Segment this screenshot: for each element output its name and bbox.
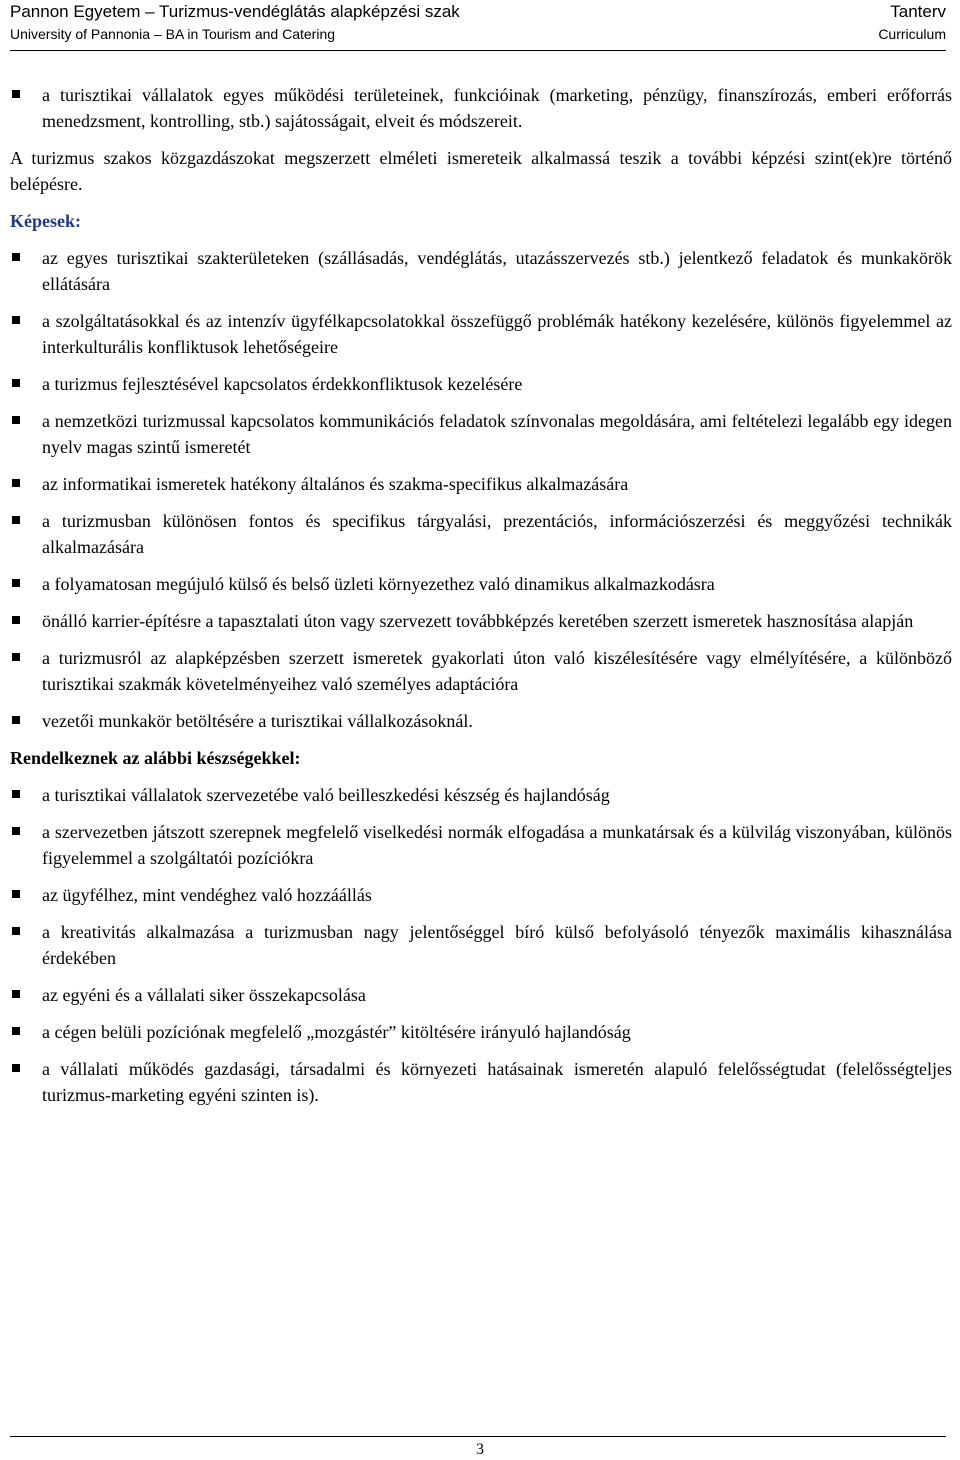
keszsegek-list bbox=[10, 782, 952, 1108]
bullet-square-icon bbox=[12, 827, 20, 835]
list-item: a folyamatosan megújuló külső és belső üzleti környezethez való dinamikus alkalmazkodásra bbox=[10, 571, 952, 597]
list-item: a turizmusban különösen fontos és specifikus tárgyalási, prezentációs, információszerzési és meggyőzési technikák alkalmazására bbox=[10, 508, 952, 560]
list-item: az egyes turisztikai szakterületeken (szállásadás, vendéglátás, utazásszervezés stb.) jelentkező feladatok és munkakörök ellátására bbox=[10, 245, 952, 297]
bullet-square-icon bbox=[12, 316, 20, 324]
page-header bbox=[10, 0, 946, 51]
bullet-square-icon bbox=[12, 890, 20, 898]
list-item: a vállalati működés gazdasági, társadalmi és környezeti hatásainak ismeretén alapuló felelősségtudat (felelősségteljes turizmus-marketing egyéni szinten is). bbox=[10, 1056, 952, 1108]
bullet-square-icon bbox=[12, 990, 20, 998]
list-item: az informatikai ismeretek hatékony általános és szakma-specifikus alkalmazására bbox=[10, 471, 952, 497]
list-item: a turizmusról az alapképzésben szerzett ismeretek gyakorlati úton való kiszélesítésére vagy elmélyítésére, a különböző turisztikai szakmák követelményeihez való személyes adaptációra bbox=[10, 645, 952, 697]
bullet-square-icon bbox=[12, 253, 20, 261]
intro-paragraph: A turizmus szakos közgazdászokat megszerzett elméleti ismereteik alkalmassá teszik a további képzési szint(ek)re történő belépésre. bbox=[10, 148, 952, 194]
bullet-square-icon bbox=[12, 516, 20, 524]
bullet-square-icon bbox=[12, 616, 20, 624]
document-body bbox=[10, 82, 952, 1119]
bullet-square-icon bbox=[12, 1027, 20, 1035]
section-heading-keszsegek: Rendelkeznek az alábbi készségekkel: bbox=[10, 748, 301, 768]
bullet-square-icon bbox=[12, 1064, 20, 1072]
header-title-en: University of Pannonia – BA in Tourism and Catering bbox=[10, 26, 336, 42]
list-item: az egyéni és a vállalati siker összekapcsolása bbox=[10, 982, 952, 1008]
bullet-square-icon bbox=[12, 653, 20, 661]
list-item: a nemzetközi turizmussal kapcsolatos kommunikációs feladatok színvonalas megoldására, ami feltételezi legalább egy idegen nyelv magas szintű ismeretét bbox=[10, 408, 952, 460]
list-item: a turizmus fejlesztésével kapcsolatos érdekkonfliktusok kezelésére bbox=[10, 371, 952, 397]
bullet-square-icon bbox=[12, 416, 20, 424]
bullet-square-icon bbox=[12, 379, 20, 387]
page-number: 3 bbox=[476, 1441, 484, 1458]
section-heading-kepesek: Képesek: bbox=[10, 211, 81, 231]
header-title-hu: Pannon Egyetem – Turizmus-vendéglátás alapképzési szak bbox=[10, 2, 460, 21]
list-item: a szervezetben játszott szerepnek megfelelő viselkedési normák elfogadása a munkatársak és a külvilág viszonyában, különös figyelemmel a szolgáltatói pozíciókra bbox=[10, 819, 952, 871]
list-item: a turisztikai vállalatok egyes működési területeinek, funkcióinak (marketing, pénzügy, finanszírozás, emberi erőforrás menedzsment, kontrolling, stb.) sajátosságait, elveit és módszereit. bbox=[10, 82, 952, 134]
list-item: a szolgáltatásokkal és az intenzív ügyfélkapcsolatokkal összefüggő problémák hatékony kezelésére, különös figyelemmel az interkulturális konfliktusok lehetőségeire bbox=[10, 308, 952, 360]
bullet-square-icon bbox=[12, 479, 20, 487]
bullet-square-icon bbox=[12, 790, 20, 798]
list-item: önálló karrier-építésre a tapasztalati úton vagy szervezett továbbképzés keretében szerzett ismeretek hasznosítása alapján bbox=[10, 608, 952, 634]
header-doc-hu: Tanterv bbox=[890, 2, 946, 21]
bullet-square-icon bbox=[12, 90, 20, 98]
header-doc-en: Curriculum bbox=[878, 26, 946, 42]
list-item: a kreativitás alkalmazása a turizmusban nagy jelentőséggel bíró külső befolyásoló tényezők maximális kihasználása érdekében bbox=[10, 919, 952, 971]
footer-rule bbox=[10, 1436, 946, 1437]
list-item: a cégen belüli pozíciónak megfelelő „mozgástér” kitöltésére irányuló hajlandóság bbox=[10, 1019, 952, 1045]
list-item: az ügyfélhez, mint vendéghez való hozzáállás bbox=[10, 882, 952, 908]
bullet-square-icon bbox=[12, 579, 20, 587]
bullet-square-icon bbox=[12, 927, 20, 935]
list-item: vezetői munkakör betöltésére a turisztikai vállalkozásoknál. bbox=[10, 708, 952, 734]
top-list bbox=[10, 82, 952, 134]
kepesek-list bbox=[10, 245, 952, 734]
list-item: a turisztikai vállalatok szervezetébe való beilleszkedési készség és hajlandóság bbox=[10, 782, 952, 808]
bullet-square-icon bbox=[12, 716, 20, 724]
